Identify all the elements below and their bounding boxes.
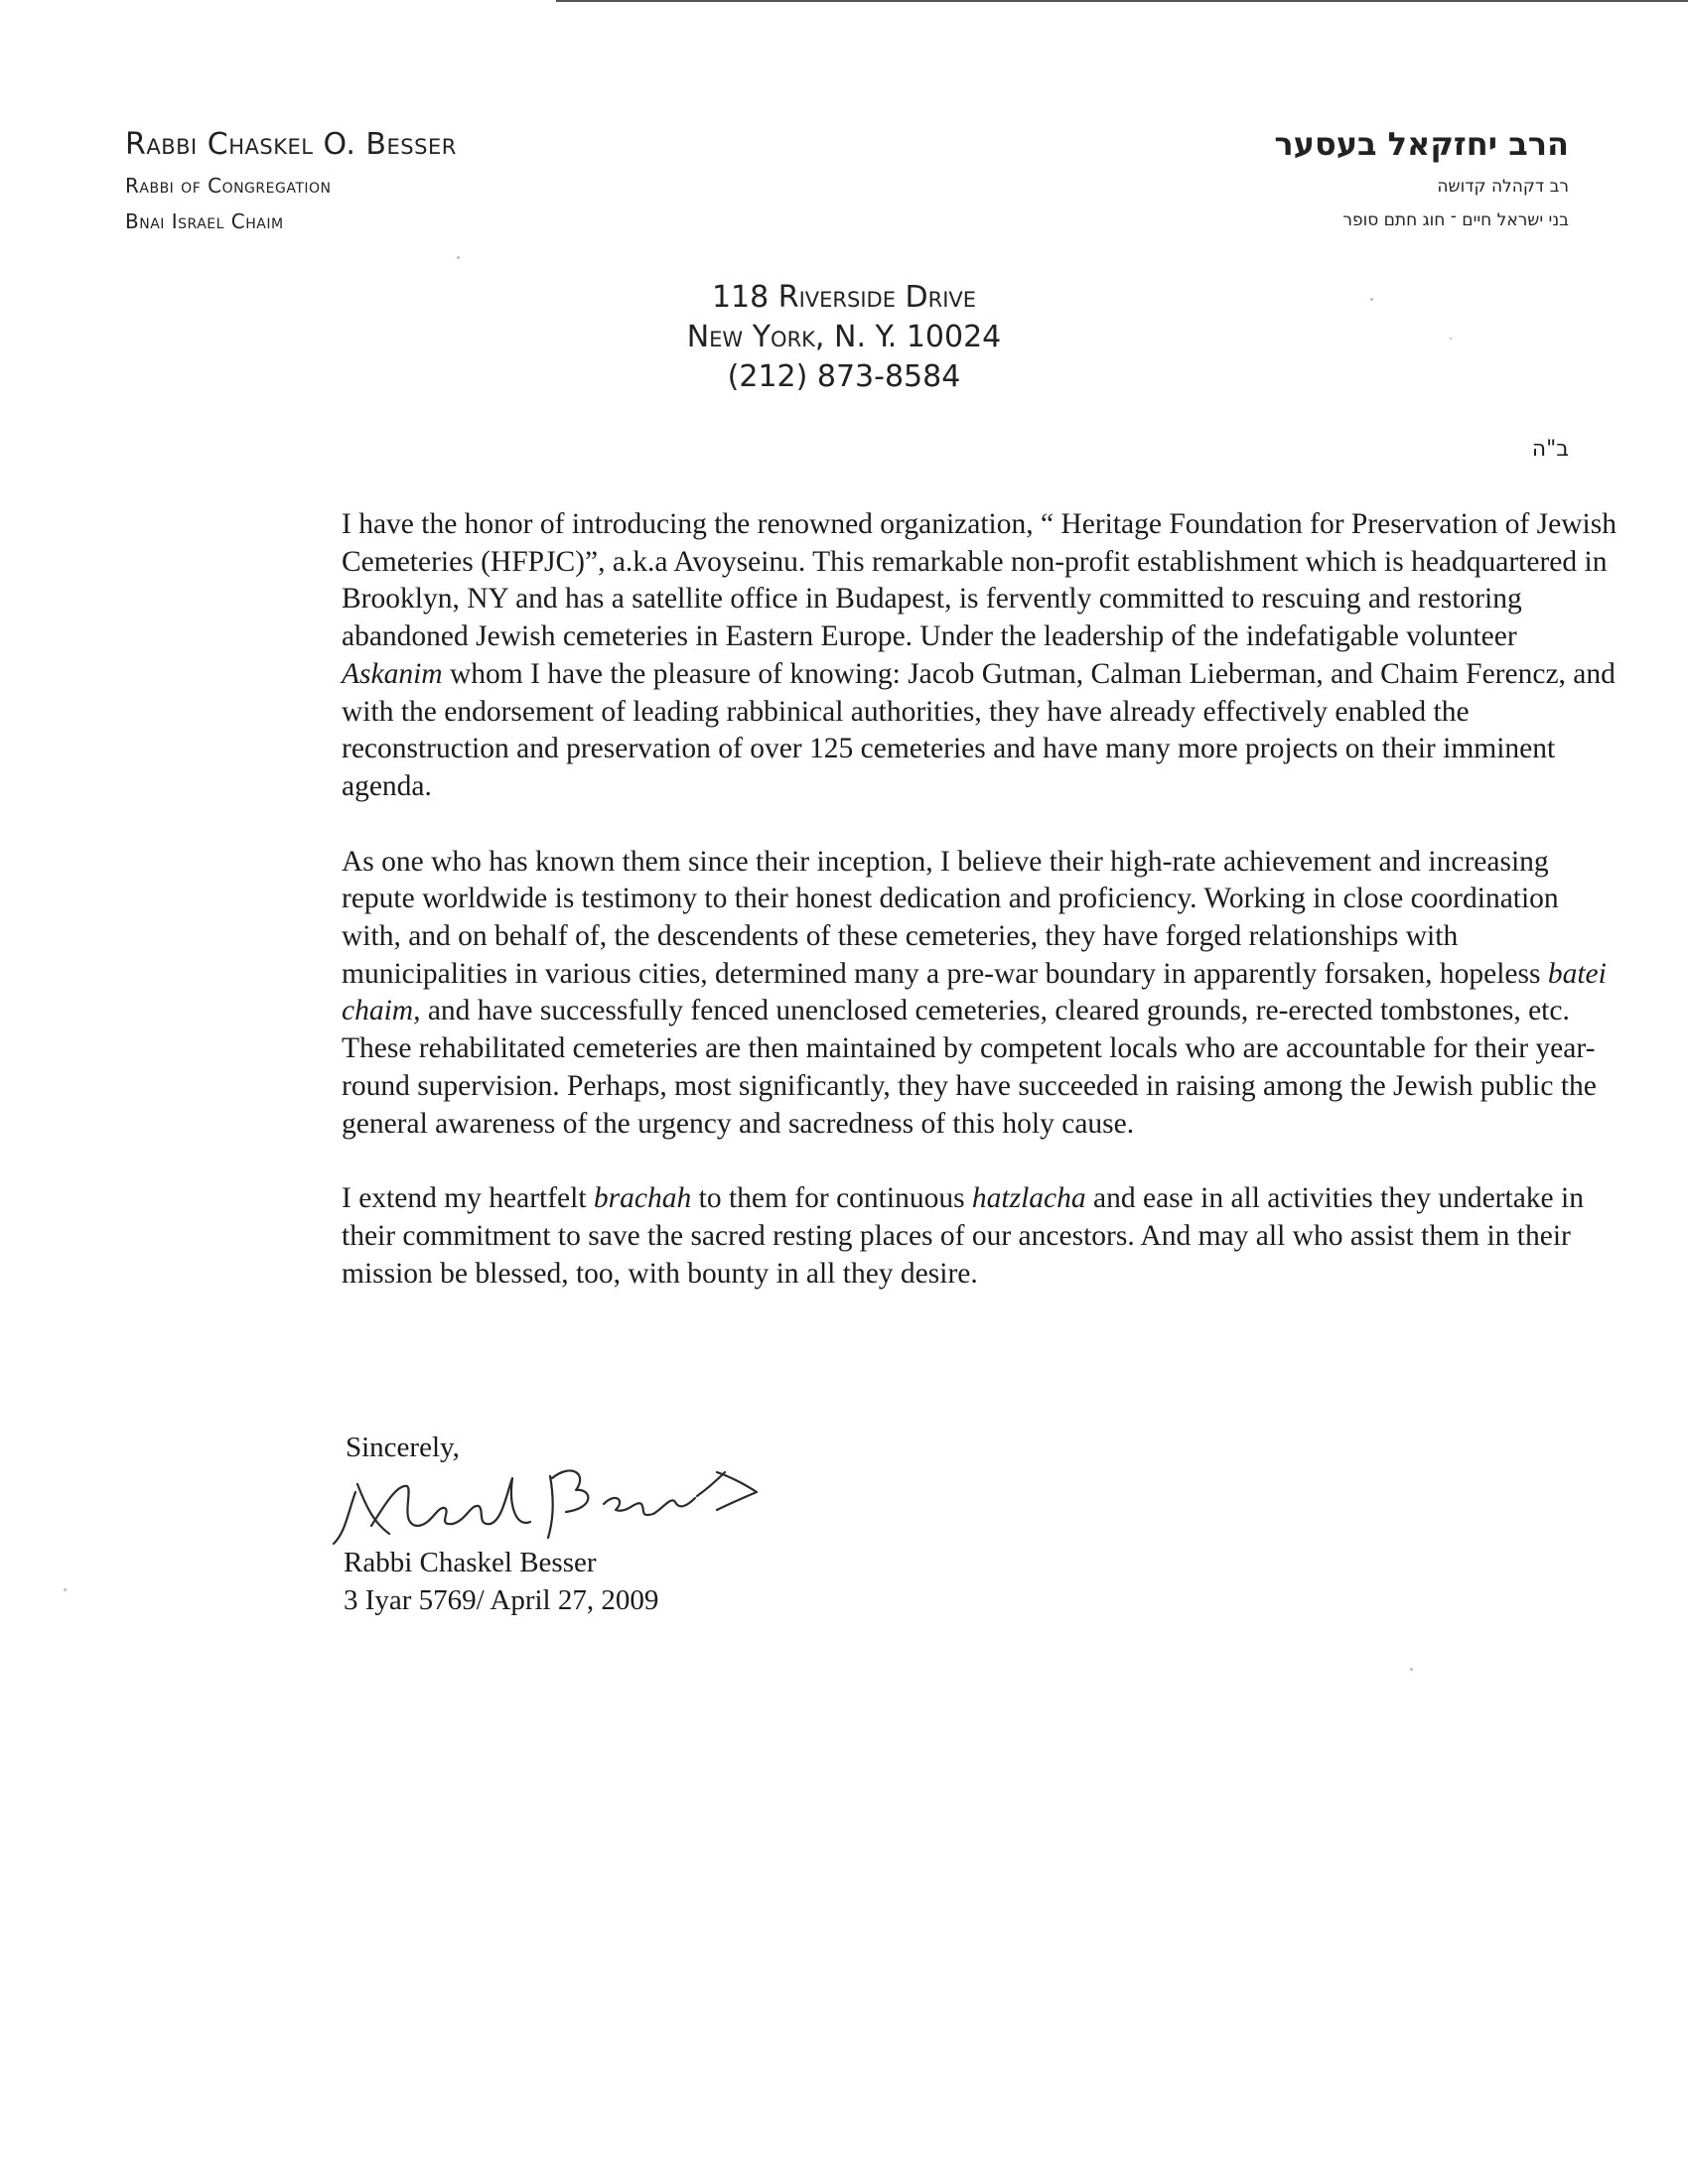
letterhead-address <box>0 278 1688 397</box>
hatzlacha-italic: hatzlacha <box>971 1182 1086 1215</box>
letterhead-congregation: Bnai Israel Chaim <box>125 209 284 233</box>
letterhead-title: Rabbi of Congregation <box>125 174 332 198</box>
letterhead-hebrew <box>1274 125 1569 230</box>
scan-speck <box>1450 338 1452 340</box>
letterhead-hebrew-congregation: בני ישראל חיים ־ חוג חתם סופר <box>1342 210 1569 230</box>
paragraph-1-text-b: whom I have the pleasure of knowing: Jacob Gutman, Calman Lieberman, and Chaim Ferencz, and with the endorsement of leading rabbinical authorities, they have already effectively enabled the reconstruction and preservation of over 125 cemeteries and have many more projects on their imminent agenda. <box>342 657 1616 802</box>
paragraph-2-text-b: and have successfully fenced unenclosed cemeteries, cleared grounds, re-erected tombstones, etc. These rehabilitated cemeteries are then maintained by competent locals who are accountable for their year-round supervision. Perhaps, most significantly, they have succeeded in raising among the Jewish public the general awareness of the urgency and sacredness of this holy cause. <box>342 995 1597 1140</box>
address-city: New York, N. Y. 10024 <box>686 320 1002 354</box>
paragraph-2 <box>342 844 1622 1144</box>
scan-speck <box>64 1588 67 1591</box>
paragraph-3-text-c: and ease in all activities they undertake in their commitment to save the sacred resting places of our ancestors. And may all who assist them in their mission be blessed, too, with bounty in all they desire. <box>342 1182 1584 1290</box>
paragraph-2-text-a: As one who has known them since their inception, I believe their high-rate achievement and increasing repute worldwide is testimony to their honest dedication and proficiency. Working in close coordination with, and on behalf of, the descendents of these cemeteries, they have forged relationships with municipalities in various cities, determined many a pre-war boundary in apparently forsaken, hopeless <box>342 845 1559 990</box>
letterhead-hebrew-name: הרב יחזקאל בעסער <box>1274 125 1569 163</box>
signer-block <box>344 1544 658 1619</box>
signer-name: Rabbi Chaskel Besser <box>344 1547 597 1578</box>
paragraph-1 <box>342 506 1622 806</box>
scan-top-border <box>556 0 1688 2</box>
handwritten-signature <box>328 1415 765 1554</box>
letterhead-name: Rabbi Chaskel O. Besser <box>125 127 457 162</box>
letter-body <box>342 506 1622 1330</box>
letterhead-english <box>125 127 457 233</box>
scan-speck <box>1410 1668 1413 1671</box>
askanim-italic: Askanim <box>342 657 443 690</box>
paragraph-3-text-a: I extend my heartfelt <box>342 1182 594 1215</box>
scan-speck <box>1370 298 1373 301</box>
letter-date: 3 Iyar 5769/ April 27, 2009 <box>344 1584 659 1616</box>
address-phone: (212) 873-8584 <box>727 359 961 394</box>
paragraph-3 <box>342 1180 1622 1293</box>
brachah-italic: brachah <box>593 1182 692 1215</box>
address-street: 118 Riverside Drive <box>711 280 977 315</box>
scan-speck <box>457 256 460 259</box>
letterhead-hebrew-title: רב דקהלה קדושה <box>1437 177 1569 197</box>
paragraph-3-text-b: to them for continuous <box>691 1182 972 1215</box>
paragraph-1-text-a: I have the honor of introducing the renowned organization, “ Heritage Foundation for Preservation of Jewish Cemeteries (HFPJC)”, a.k.a Avoyseinu. This remarkable non-profit establishment which is headquartered in Brooklyn, NY and has a satellite office in Budapest, is fervently committed to rescuing and restoring abandoned Jewish cemeteries in Eastern Europe. Under the leadership of the indefatigable volunteer <box>342 508 1617 653</box>
closing: Sincerely, <box>346 1432 460 1463</box>
batei-chaim-italic: batei chaim, <box>342 957 1607 1027</box>
bh-mark: ב"ה <box>1531 437 1569 462</box>
